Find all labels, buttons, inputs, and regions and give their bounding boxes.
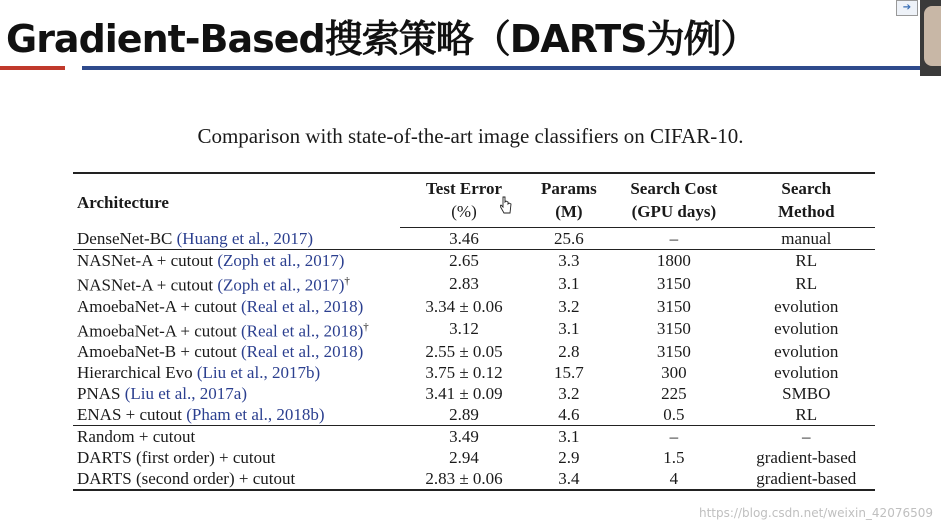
header-search-cost: Search Cost bbox=[630, 179, 718, 198]
cell-test-error: 2.83 bbox=[449, 273, 479, 293]
cell-architecture bbox=[73, 447, 400, 468]
presenter-face bbox=[924, 6, 941, 66]
slide-title: Gradient-Based搜索策略（DARTS为例） bbox=[6, 17, 758, 61]
architecture-name: Random + cutout bbox=[77, 427, 196, 447]
header-search-cost-unit: (GPU days) bbox=[610, 200, 737, 228]
architecture-name: AmoebaNet-B + cutout bbox=[77, 342, 241, 362]
title-underline-blue bbox=[82, 66, 920, 70]
cell-test-error: 3.41 ± 0.09 bbox=[425, 384, 503, 404]
cell-test-error: 2.65 bbox=[400, 250, 527, 272]
cell-params: 3.2 bbox=[558, 296, 580, 316]
cell-params: 15.7 bbox=[554, 363, 584, 383]
cell-params: 2.8 bbox=[558, 342, 580, 362]
table-row bbox=[73, 296, 875, 317]
cell-architecture bbox=[73, 404, 400, 426]
cell-test-error: 3.34 ± 0.06 bbox=[425, 296, 503, 316]
cell-search-cost: 300 bbox=[661, 363, 687, 383]
cell-search-cost: 3150 bbox=[656, 319, 691, 339]
header-search-method-2: Method bbox=[738, 200, 875, 228]
cell-params: 25.6 bbox=[554, 229, 584, 248]
cell-architecture bbox=[73, 426, 400, 448]
cell-search-cost: 3150 bbox=[656, 273, 691, 293]
cell-params: 3.1 bbox=[558, 273, 580, 293]
header-test-error: Test Error bbox=[426, 179, 503, 198]
cell-search-method: – bbox=[738, 426, 875, 448]
table-row bbox=[73, 228, 875, 250]
cell-search-method: evolution bbox=[774, 319, 839, 339]
architecture-name: AmoebaNet-A + cutout bbox=[77, 296, 241, 316]
cell-architecture bbox=[73, 250, 400, 272]
header-search-method: Search bbox=[781, 179, 832, 198]
cell-search-method: RL bbox=[738, 250, 875, 272]
cell-params: 3.1 bbox=[558, 319, 580, 339]
header-architecture: Architecture bbox=[77, 192, 169, 212]
table-row bbox=[73, 404, 875, 426]
table-row bbox=[73, 271, 875, 296]
cell-test-error: 2.94 bbox=[449, 448, 479, 468]
dagger-footnote-mark: † bbox=[344, 275, 350, 287]
cell-search-method: RL bbox=[795, 405, 818, 425]
architecture-name: DARTS (second order) + cutout bbox=[77, 469, 296, 489]
cell-search-method: manual bbox=[781, 229, 832, 248]
citation-link[interactable]: (Zoph et al., 2017) bbox=[217, 251, 345, 270]
cell-test-error: 2.89 bbox=[449, 405, 479, 425]
cell-test-error: 2.55 ± 0.05 bbox=[425, 342, 503, 362]
architecture-name: DenseNet-BC bbox=[77, 228, 177, 248]
citation-link[interactable]: (Zoph et al., 2017) bbox=[217, 275, 345, 295]
cell-params: 3.1 bbox=[528, 426, 611, 448]
cell-test-error: 2.83 ± 0.06 bbox=[400, 468, 527, 490]
cell-search-method: SMBO bbox=[782, 384, 831, 404]
table-row bbox=[73, 317, 875, 342]
dagger-footnote-mark: † bbox=[363, 320, 369, 333]
cell-test-error: 3.49 bbox=[400, 426, 527, 448]
cell-search-cost: – bbox=[610, 426, 737, 448]
share-arrow-icon[interactable]: ➔ bbox=[896, 0, 918, 16]
cell-params: 2.9 bbox=[558, 448, 580, 468]
cell-test-error: 3.12 bbox=[449, 319, 479, 339]
webcam-overlay bbox=[920, 0, 941, 76]
architecture-name: ENAS + cutout bbox=[77, 405, 187, 425]
cell-architecture bbox=[73, 317, 400, 342]
citation-link[interactable]: (Real et al., 2018) bbox=[240, 342, 364, 362]
table-row bbox=[73, 426, 875, 448]
table-row bbox=[73, 383, 875, 404]
citation-link[interactable]: (Huang et al., 2017) bbox=[176, 228, 314, 248]
citation-link[interactable]: (Liu et al., 2017b) bbox=[196, 363, 321, 383]
architecture-name: NASNet-A + cutout bbox=[77, 275, 218, 295]
table-row bbox=[73, 250, 875, 272]
cell-search-cost: 3150 bbox=[656, 342, 691, 362]
cell-search-cost: 4 bbox=[610, 468, 737, 490]
cell-architecture bbox=[73, 271, 400, 296]
architecture-name: NASNet-A + cutout bbox=[77, 251, 218, 270]
header-params: Params bbox=[541, 179, 597, 198]
cell-search-cost: 1800 bbox=[610, 250, 737, 272]
cell-architecture bbox=[73, 383, 400, 404]
architecture-name: AmoebaNet-A + cutout bbox=[77, 321, 241, 341]
table-row bbox=[73, 362, 875, 383]
cell-test-error: 3.75 ± 0.12 bbox=[425, 363, 503, 383]
architecture-name: PNAS bbox=[77, 384, 125, 404]
citation-link[interactable]: (Pham et al., 2018b) bbox=[186, 405, 325, 425]
cell-params: 3.2 bbox=[558, 384, 580, 404]
cell-test-error: 3.46 bbox=[449, 229, 479, 248]
citation-link[interactable]: (Real et al., 2018) bbox=[240, 296, 364, 316]
title-underline-red bbox=[0, 66, 65, 70]
citation-link[interactable]: (Liu et al., 2017a) bbox=[124, 384, 247, 404]
cell-search-method: evolution bbox=[774, 296, 839, 316]
cell-architecture bbox=[73, 362, 400, 383]
header-params-unit: (M) bbox=[528, 200, 611, 228]
cell-architecture bbox=[73, 341, 400, 362]
table-row bbox=[73, 468, 875, 490]
comparison-table bbox=[73, 172, 875, 491]
cell-params: 3.4 bbox=[528, 468, 611, 490]
architecture-name: Hierarchical Evo bbox=[77, 363, 197, 383]
table-caption: Comparison with state-of-the-art image classifiers on CIFAR-10. bbox=[197, 124, 744, 148]
cell-params: 4.6 bbox=[558, 405, 580, 425]
cell-search-method: evolution bbox=[774, 342, 839, 362]
cell-search-cost: 3150 bbox=[656, 296, 691, 316]
cell-search-cost: 225 bbox=[661, 384, 687, 404]
architecture-name: DARTS (first order) + cutout bbox=[77, 448, 276, 468]
cell-search-cost: 1.5 bbox=[663, 448, 685, 468]
cell-search-cost: – bbox=[669, 229, 679, 248]
cell-search-method: evolution bbox=[774, 363, 839, 383]
table-row bbox=[73, 341, 875, 362]
citation-link[interactable]: (Real et al., 2018) bbox=[240, 321, 364, 341]
watermark: https://blog.csdn.net/weixin_42076509 bbox=[698, 506, 933, 520]
cell-search-method: gradient-based bbox=[756, 448, 857, 468]
cell-architecture bbox=[73, 468, 400, 490]
table-row bbox=[73, 447, 875, 468]
cell-architecture bbox=[73, 296, 400, 317]
header-test-error-unit: (%) bbox=[400, 200, 527, 228]
mouse-pointer-icon bbox=[500, 196, 512, 214]
cell-search-method: RL bbox=[795, 273, 818, 293]
cell-search-cost: 0.5 bbox=[663, 405, 685, 425]
cell-search-method: gradient-based bbox=[738, 468, 875, 490]
cell-architecture bbox=[73, 228, 400, 250]
cell-params: 3.3 bbox=[528, 250, 611, 272]
